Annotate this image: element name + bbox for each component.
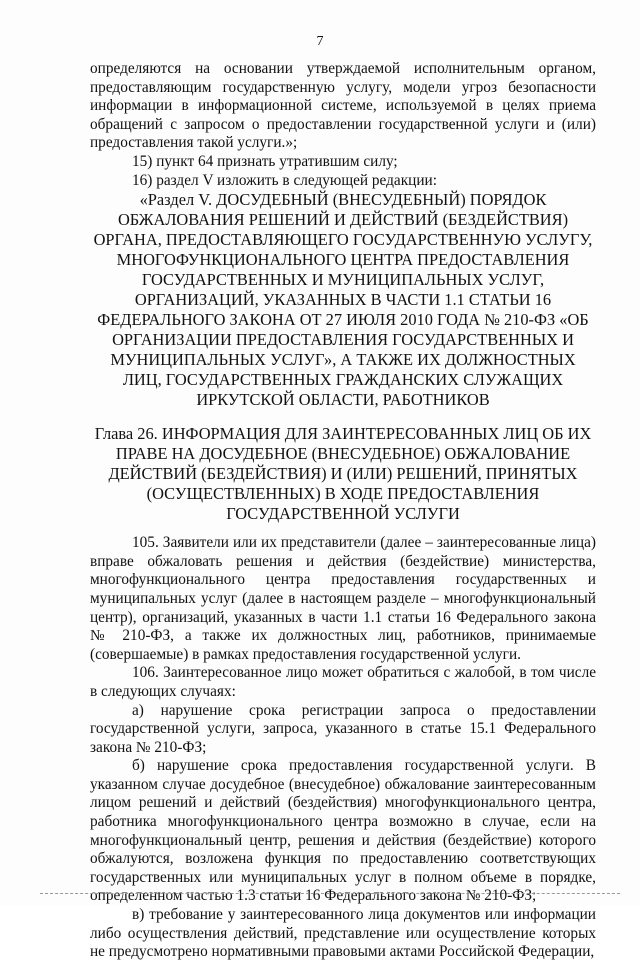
paragraph-106-a: а) нарушение срока регистрации запроса о предоставлении государственной услуги, запроса, указанного в статье 15.1 Федерального закона № 210-ФЗ;: [90, 701, 596, 756]
paragraph-106-c: в) требование у заинтересованного лица документов или информации либо осуществления действий, представление или осуществление которых не предусмотрено нормативными правовыми актами Российской Федерации,: [90, 906, 596, 961]
scan-edge-divider: [40, 893, 620, 894]
paragraph-106-b: б) нарушение срока предоставления государственной услуги. В указанном случае досудебное (внесудебное) обжалование заинтересованным лицом решений и действий (бездействия) многофункционального центра, работника многофункционального центра возможно в случае, если на многофункциональный центр, решения и действия (бездействие) которого обжалуются, возложена функция по предоставлению соответствующих государственных или муниципальных услуг в полном объеме в порядке, определенном частью 1.3 статьи 16 Федерального закона № 210-ФЗ;: [90, 757, 596, 905]
paragraph-intro: определяются на основании утверждаемой исполнительным органом, предоставляющим государственную услугу, модели угроз безопасности информации в информационной системе, используемой в целях приема обращений с запросом о предоставлении государственной услуги и (или) предоставления такой услуги.»;: [90, 60, 596, 152]
paragraph-105: 105. Заявители или их представители (далее – заинтересованные лица) вправе обжаловать решения и действия (бездействие) министерства, многофункционального центра предоставления государственных и муниципальных услуг (далее в настоящем разделе – многофункциональный центр), организаций, указанных в части 1.1 статьи 16 Федерального закона № 210-ФЗ, а также их должностных лиц, работников, принимаемые (совершаемые) в рамках предоставления государственной услуги.: [90, 534, 596, 663]
document-body: [90, 60, 596, 962]
section-title: «Раздел V. ДОСУДЕБНЫЙ (ВНЕСУДЕБНЫЙ) ПОРЯДОК ОБЖАЛОВАНИЯ РЕШЕНИЙ И ДЕЙСТВИЙ (БЕЗДЕЙСТВИЯ) ОРГАНА, ПРЕДОСТАВЛЯЮЩЕГО ГОСУДАРСТВЕННУЮ УСЛУГУ, МНОГОФУНКЦИОНАЛЬНОГО ЦЕНТРА ПРЕДОСТАВЛЕНИЯ ГОСУДАРСТВЕННЫХ И МУНИЦИПАЛЬНЫХ УСЛУГ, ОРГАНИЗАЦИЙ, УКАЗАННЫХ В ЧАСТИ 1.1 СТАТЬИ 16 ФЕДЕРАЛЬНОГО ЗАКОНА ОТ 27 ИЮЛЯ 2010 ГОДА № 210-ФЗ «ОБ ОРГАНИЗАЦИИ ПРЕДОСТАВЛЕНИЯ ГОСУДАРСТВЕННЫХ И МУНИЦИПАЛЬНЫХ УСЛУГ», А ТАКЖЕ ИХ ДОЛЖНОСТНЫХ ЛИЦ, ГОСУДАРСТВЕННЫХ ГРАЖДАНСКИХ СЛУЖАЩИХ ИРКУТСКОЙ ОБЛАСТИ, РАБОТНИКОВ: [93, 190, 593, 410]
chapter-title: Глава 26. ИНФОРМАЦИЯ ДЛЯ ЗАИНТЕРЕСОВАННЫХ ЛИЦ ОБ ИХ ПРАВЕ НА ДОСУДЕБНОЕ (ВНЕСУДЕБНОЕ) ОБЖАЛОВАНИЕ ДЕЙСТВИЙ (БЕЗДЕЙСТВИЯ) И (ИЛИ) РЕШЕНИЙ, ПРИНЯТЫХ (ОСУЩЕСТВЛЕННЫХ) В ХОДЕ ПРЕДОСТАВЛЕНИЯ ГОСУДАРСТВЕННОЙ УСЛУГИ: [94, 424, 592, 524]
page-number: 7: [316, 34, 324, 49]
list-item-15: 15) пункт 64 признать утратившим силу;: [132, 152, 398, 170]
paragraph-106: 106. Заинтересованное лицо может обратиться с жалобой, в том числе в следующих случаях:: [90, 664, 596, 700]
list-item-16: 16) раздел V изложить в следующей редакции:: [132, 171, 437, 189]
